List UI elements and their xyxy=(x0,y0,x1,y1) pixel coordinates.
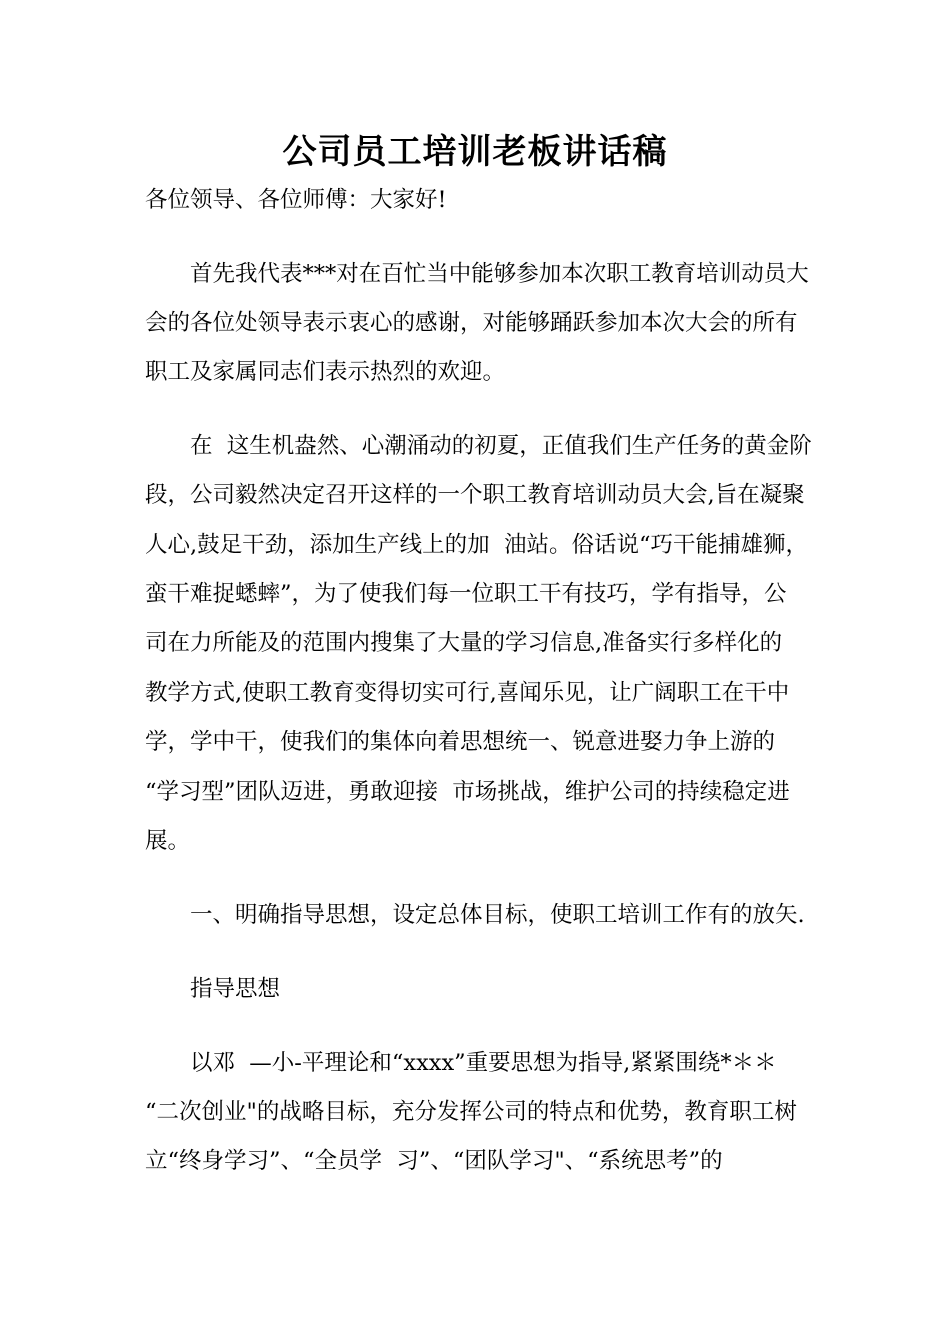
paragraph-line: 司在力所能及的范围内搜集了大量的学习信息,准备实行多样化的 xyxy=(145,630,783,656)
paragraph-line: “二次创业"的战略目标，充分发挥公司的特点和优势，教育职工树 xyxy=(145,1099,797,1125)
paragraph-line: 人心,鼓足干劲，添加生产线上的加 油站。俗话说“巧干能捕雄狮， xyxy=(145,532,808,558)
salutation-line: 各位领导、各位师傅：大家好! xyxy=(145,187,447,213)
paragraph-line: 立“终身学习”、“全员学 习”、“团队学习"、“系统思考”的 xyxy=(145,1148,723,1174)
paragraph-line: 在 这生机盎然、心潮涌动的初夏，正值我们生产任务的黄金阶 xyxy=(145,433,812,459)
paragraph-line: 首先我代表***对在百忙当中能够参加本次职工教育培训动员大 xyxy=(145,261,809,287)
paragraph-line: 学，学中干，使我们的集体向着思想统一、锐意进娶力争上游的 xyxy=(145,729,776,755)
paragraph-line: 会的各位处领导表示衷心的感谢，对能够踊跃参加本次大会的所有 xyxy=(145,310,798,336)
section-heading: 一、明确指导思想，设定总体目标，使职工培训工作有的放矢. xyxy=(145,902,805,928)
paragraph-line: 展。 xyxy=(145,828,191,854)
document-title: 公司员工培训老板讲话稿 xyxy=(282,132,668,172)
paragraph-line: 教学方式,使职工教育变得切实可行,喜闻乐见，让广阔职工在干中 xyxy=(145,680,790,706)
paragraph-line: 段，公司毅然决定召开这样的一个职工教育培训动员大会,旨在凝聚 xyxy=(145,482,805,508)
subsection-heading: 指导思想 xyxy=(145,976,281,1002)
paragraph-line: 职工及家属同志们表示热烈的欢迎。 xyxy=(145,359,506,385)
paragraph-line: “学习型”团队迈进，勇敢迎接 市场挑战，维护公司的持续稳定进 xyxy=(145,779,790,805)
paragraph-line: 以邓 —小-平理论和“xxxx”重要思想为指导,紧紧围绕*＊＊ xyxy=(145,1050,777,1076)
paragraph-line: 蛮干难捉蟋蟀”，为了使我们每一位职工干有技巧，学有指导，公 xyxy=(145,581,787,607)
